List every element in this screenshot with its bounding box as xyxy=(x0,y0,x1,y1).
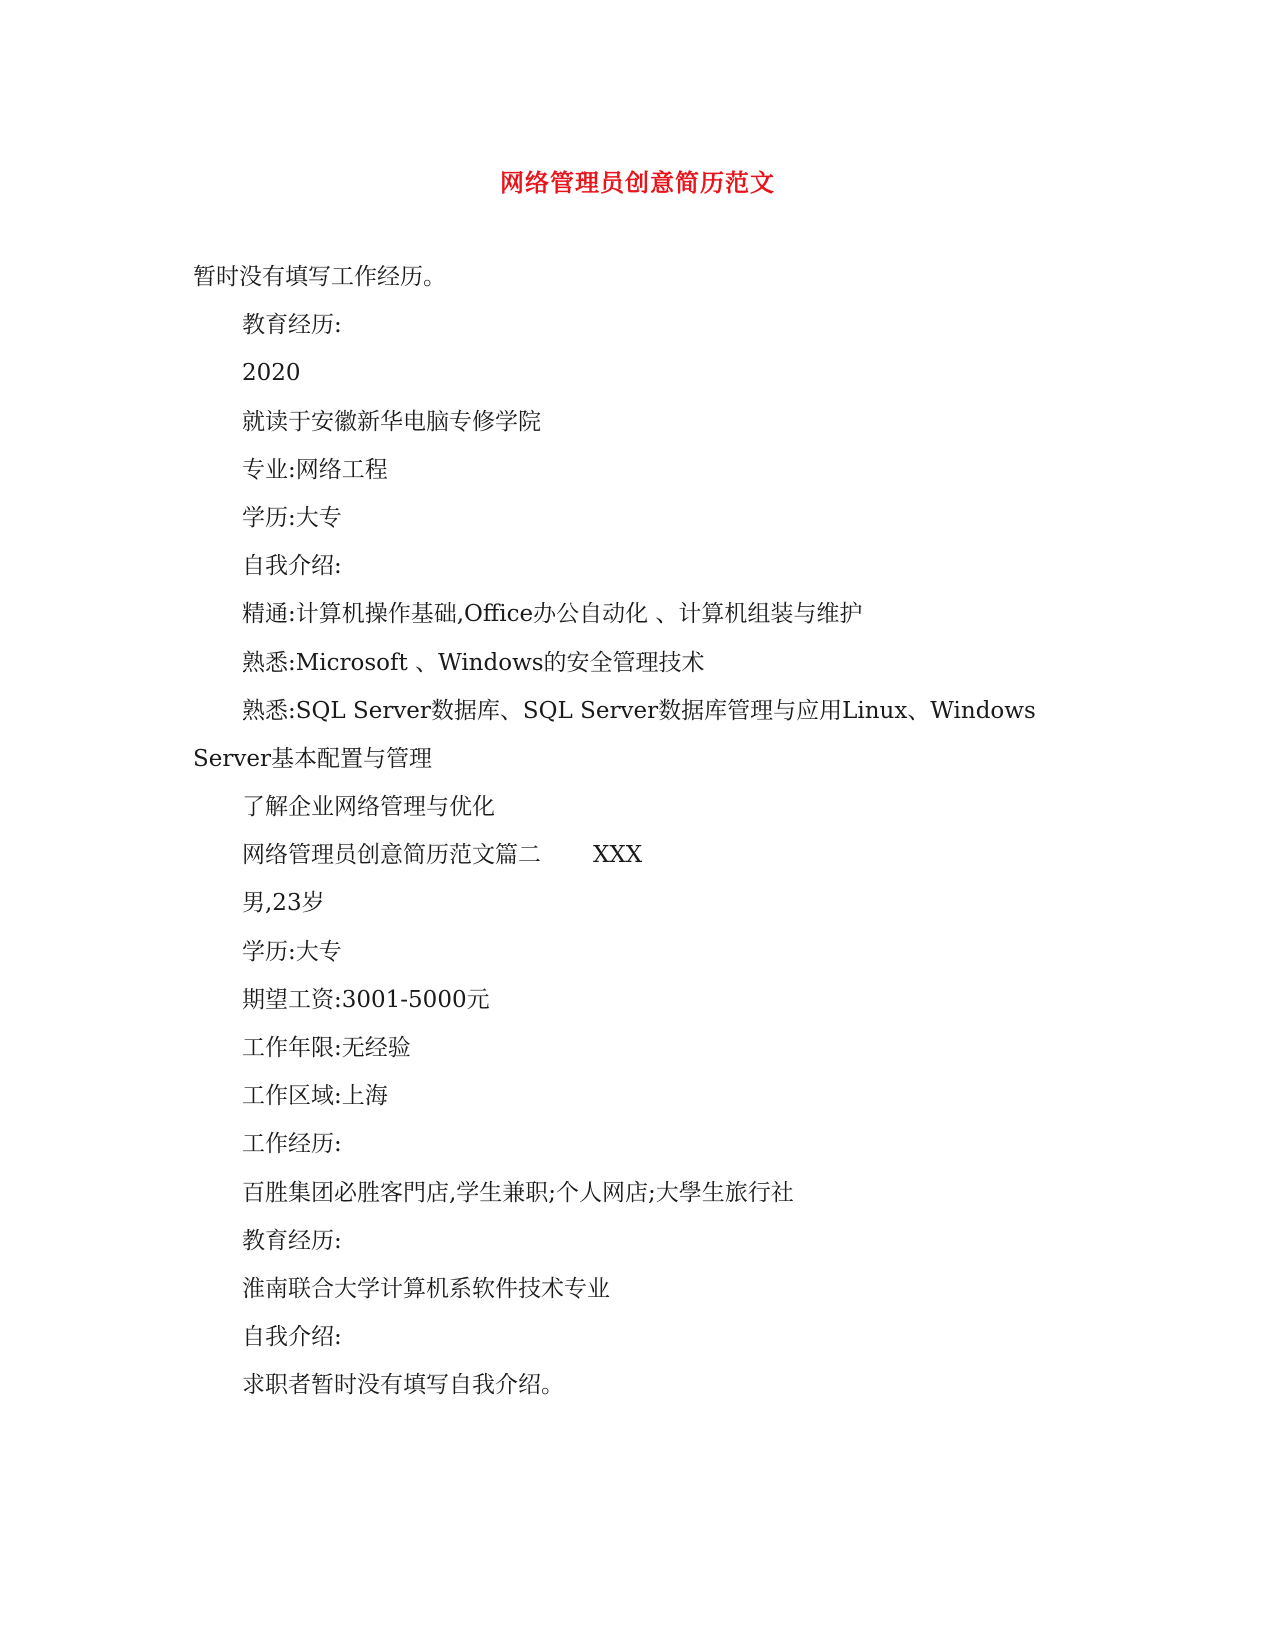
document-body xyxy=(193,253,1073,1410)
body-line: 工作经历: xyxy=(242,1131,342,1158)
body-line: 期望工资:3001-5000元 xyxy=(242,986,490,1013)
document-title: 网络管理员创意简历范文 xyxy=(500,168,775,197)
body-line: 淮南联合大学计算机系软件技术专业 xyxy=(242,1275,610,1302)
body-line-section-heading xyxy=(193,831,1073,879)
body-line: 工作区域:上海 xyxy=(242,1083,388,1110)
name-placeholder: XXX xyxy=(593,842,643,869)
body-line: 男,23岁 xyxy=(242,890,325,917)
body-line: 教育经历: xyxy=(242,1227,342,1254)
body-line: 求职者暂时没有填写自我介绍。 xyxy=(242,1372,564,1399)
body-line: 工作年限:无经验 xyxy=(242,1035,411,1061)
body-line: 暂时没有填写工作经历。 xyxy=(193,264,446,290)
section-heading-text: 网络管理员创意简历范文篇二 xyxy=(242,842,541,869)
body-line: 熟悉:SQL Server数据库、SQL Server数据库管理与应用Linux、Windows xyxy=(242,697,1036,724)
body-line: Server基本配置与管理 xyxy=(193,745,432,772)
body-line: 了解企业网络管理与优化 xyxy=(242,794,495,821)
body-line: 教育经历: xyxy=(242,312,342,339)
body-line: 2020 xyxy=(242,360,301,387)
body-line: 学历:大专 xyxy=(242,504,342,531)
body-line: 自我介绍: xyxy=(242,1324,342,1351)
body-line: 百胜集团必胜客門店,学生兼职;个人网店;大學生旅行社 xyxy=(242,1179,794,1206)
body-line: 就读于安徽新华电脑专修学院 xyxy=(242,408,541,435)
body-line: 熟悉:Microsoft 、Windows的安全管理技术 xyxy=(242,649,705,676)
body-line: 专业:网络工程 xyxy=(242,456,388,483)
body-line: 自我介绍: xyxy=(242,553,342,580)
body-line: 精通:计算机操作基础,Office办公自动化 、计算机组装与维护 xyxy=(242,601,863,628)
body-line: 学历:大专 xyxy=(242,938,342,965)
